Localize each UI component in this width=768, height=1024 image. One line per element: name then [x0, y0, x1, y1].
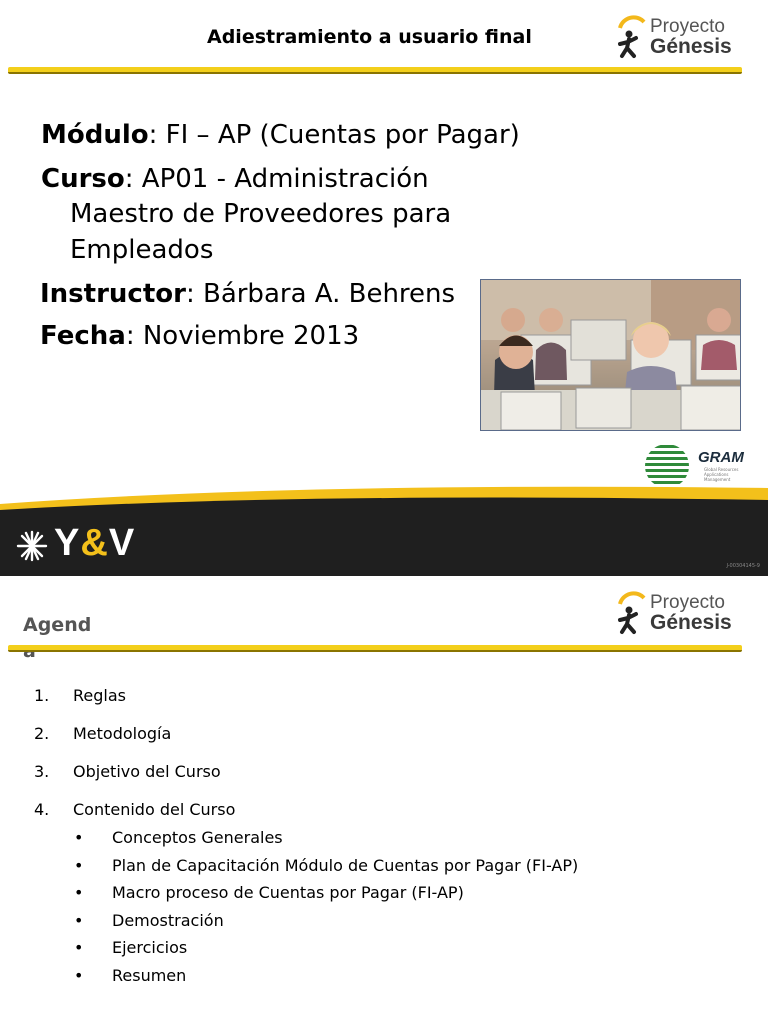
list-text: Metodología [73, 724, 172, 743]
proyecto-genesis-logo [614, 14, 749, 62]
curso-line [41, 161, 429, 197]
sublist-text: Ejercicios [112, 938, 188, 957]
fecha-line [40, 318, 359, 354]
curso-value: : AP01 - Administración [124, 164, 429, 194]
classroom-photo [480, 279, 741, 431]
sublist-text: Macro proceso de Cuentas por Pagar (FI-AP) [112, 883, 464, 902]
yv-logo [54, 522, 135, 565]
document-id: J-00304145-9 [726, 563, 760, 569]
sublist-text: Resumen [112, 965, 187, 985]
list-item [34, 724, 634, 762]
agenda-title: Agend [23, 614, 92, 636]
bullet: • [74, 855, 84, 875]
logo-line2: Génesis [650, 611, 732, 634]
runner-icon [614, 14, 650, 60]
header-title: Adiestramiento a usuario final [207, 26, 532, 48]
bullet: • [74, 883, 84, 902]
list-item [34, 686, 634, 724]
sublist-item [74, 883, 634, 903]
curso-label: Curso [41, 164, 125, 194]
sublist-item [74, 938, 634, 958]
sublist-text: Demostración [112, 910, 224, 930]
sublist-text: Plan de Capacitación Módulo de Cuentas por Pagar (FI-AP) [112, 855, 579, 875]
list-number: 4. [34, 800, 50, 819]
list-text: Reglas [73, 686, 126, 705]
list-number: 2. [34, 724, 50, 743]
sublist-item [74, 911, 634, 931]
bullet: • [74, 938, 84, 957]
sublist-item [74, 828, 634, 848]
agenda-sublist [74, 828, 634, 993]
list-text: Contenido del Curso [73, 800, 236, 819]
header-divider [8, 67, 742, 74]
list-number: 3. [34, 762, 50, 781]
list-item [34, 762, 634, 800]
yv-v: V [108, 522, 136, 564]
fecha-value: : Noviembre 2013 [125, 321, 360, 351]
sublist-item [74, 856, 634, 876]
sublist-text: Conceptos Generales [112, 828, 283, 847]
sunburst-icon [16, 530, 48, 562]
bullet: • [74, 828, 84, 847]
logo-line2: Génesis [650, 35, 732, 58]
logo-line1: Proyecto [650, 16, 725, 37]
instructor-value: : Bárbara A. Behrens [185, 279, 456, 309]
gram-logo [642, 443, 757, 489]
modulo-label: Módulo [41, 120, 149, 150]
instructor-label: Instructor [40, 279, 186, 309]
agenda-list [34, 686, 634, 838]
list-number: 1. [34, 686, 50, 705]
header-divider-2 [8, 645, 742, 652]
yv-y: Y [54, 522, 81, 564]
runner-icon [614, 590, 650, 636]
proyecto-genesis-logo-2 [614, 590, 749, 638]
globe-icon [642, 443, 692, 489]
list-text: Objetivo del Curso [73, 762, 221, 781]
curso-line2: Maestro de Proveedores para [70, 199, 452, 229]
curso-line3: Empleados [70, 235, 214, 265]
logo-line1: Proyecto [650, 592, 725, 613]
yv-amp: & [80, 522, 109, 564]
fecha-label: Fecha [40, 321, 126, 351]
modulo-value: : FI – AP (Cuentas por Pagar) [148, 120, 520, 150]
bullet: • [74, 965, 84, 985]
gram-title: GRAM [698, 449, 744, 466]
gram-subtitle: Global Resources Applications Management [704, 467, 739, 482]
bullet: • [74, 910, 84, 930]
sublist-item [74, 966, 634, 986]
modulo-line [41, 117, 520, 153]
instructor-line [40, 276, 455, 312]
